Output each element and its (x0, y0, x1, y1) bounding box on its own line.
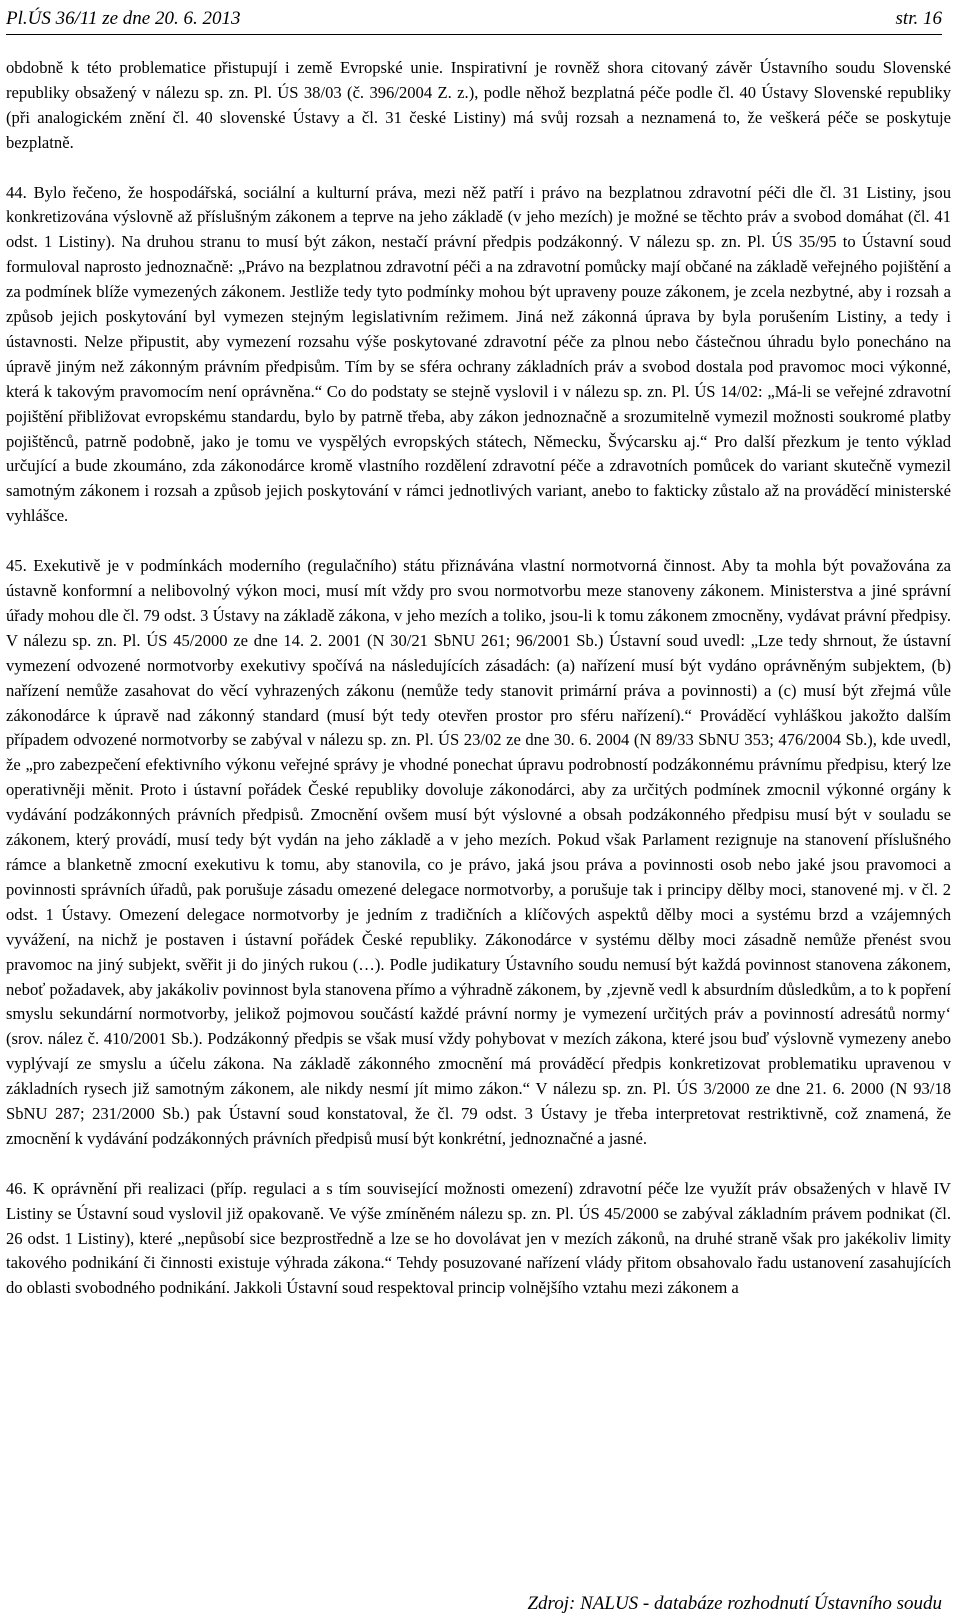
paragraph-46: 46. K oprávnění při realizaci (příp. regulaci a s tím související možnosti omezení) zdravotní péče lze využít práv obsažených v hlavě IV Listiny se Ústavní soud vyslovil již opakovaně. Ve výše zmíněném nálezu sp. zn. Pl. ÚS 45/2000 se zabýval základním právem podnikat (čl. 26 odst. 1 Listiny), které „nepůsobí sice bezprostředně a lze se ho dovolávat jen v mezích zákonů, na druhé straně však pro jakékoliv limity takového podnikání či činnosti existuje výhrada zákona.“ Tehdy posuzované nařízení vlády přitom obsahovalo řadu ustanovení zasahujících do oblasti svobodného podnikání. Jakkoli Ústavní soud respektoval princip volnějšího vztahu mezi zákonem a (6, 1178, 951, 1298)
page-header (6, 4, 942, 35)
document-body (6, 56, 951, 1326)
paragraph-45: 45. Exekutivě je v podmínkách moderního (regulačního) státu přiznávána vlastní normotvorná činnost. Aby ta mohla být považována za ústavně konformní a nelibovolný výkon moci, musí mít vždy pro svou normotvorbu meze stanoveny zákonem. Ministerstva a jiné správní úřady mohou dle čl. 79 odst. 3 Ústavy na základě zákona, v jeho mezích a toliko, jsou-li k tomu zákonem zmocněny, vydávat právní předpisy. V nálezu sp. zn. Pl. ÚS 45/2000 ze dne 14. 2. 2001 (N 30/21 SbNU 261; 96/2001 Sb.) Ústavní soud uvedl: „Lze tedy shrnout, že ústavní vymezení odvozené normotvorby exekutivy spočívá na následujících zásadách: (a) nařízení musí být vydáno oprávněným subjektem, (b) nařízení nemůže zasahovat do věcí vyhrazených zákonu (nemůže tedy stanovit primární práva a povinnosti) a (c) musí být zřejmá vůle zákonodárce k úpravě nad zákonný standard (musí být tedy otevřen prostor pro sféru nařízení).“ Prováděcí vyhláškou jakožto dalším případem odvozené normotvorby se zabýval v nálezu sp. zn. Pl. ÚS 23/02 ze dne 30. 6. 2004 (N 89/33 SbNU 353; 476/2004 Sb.), kde uvedl, že „pro zabezpečení efektivního výkonu veřejné správy je vhodné ponechat úpravu podrobností podzákonnému právnímu předpisu, který lze operativněji měnit. Proto i ústavní pořádek České republiky dovoluje zákonodárci, aby za určitých podmínek zmocnil výkonné orgány k vydávání podzákonných právních předpisů. Zmocnění ovšem musí být výslovné a obsah podzákonného předpisu musí být v souladu se zákonem, který provádí, musí tedy být vydán na jeho základě a v jeho mezích. Pokud však Parlament rezignuje na stanovení příslušného rámce a blanketně zmocní exekutivu k tomu, aby stanovila, co je právo, jaká jsou práva a povinnosti osob nebo jaké jsou pravomoci a povinnosti správních úřadů, pak porušuje zásadu omezené delegace normotvorby, a porušuje tak i principy dělby moci, stanovené mj. v čl. 2 odst. 1 Ústavy. Omezení delegace normotvorby je jedním z tradičních a klíčových aspektů dělby moci a systému brzd a vzájemných vyvážení, na nichž je postaven i ústavní pořádek České republiky. Zákonodárce v systému dělby moci zásadně nemůže přenést svou pravomoc na jiný subjekt, svěřit ji do jiných rukou (…). Podle judikatury Ústavního soudu nemusí být každá povinnost stanovena zákonem, neboť požadavek, aby jakákoliv povinnost byla stanovena přímo a výhradně zákonem, by ‚zjevně vedl k absurdním důsledkům, a to k popření smyslu sekundární normotvorby, jelikož pojmovou součástí každé právní normy je vymezení určitých práv a povinností adresátů normy‘ (srov. nález č. 410/2001 Sb.). Podzákonný předpis se však musí vždy pohybovat v mezích zákona, které jsou buď výslovně vymezeny anebo vyplývají ze smyslu a účelu zákona. Na základě zákonného zmocnění má prováděcí předpis konkretizovat problematiku upravenou v základních rysech již samotným zákonem, ale nikdy nesmí jít mimo zákon.“ V nálezu sp. zn. Pl. ÚS 3/2000 ze dne 21. 6. 2000 (N 93/18 SbNU 287; 231/2000 Sb.) pak Ústavní soud konstatoval, že čl. 79 odst. 3 Ústavy je třeba interpretovat restriktivně, což znamená, že zmocnění k vydávání podzákonných právních předpisů musí být konkrétní, jednoznačné a jasné. (6, 556, 951, 1148)
paragraph-continuation: obdobně k této problematice přistupují i země Evropské unie. Inspirativní je rovněž shora citovaný závěr Ústavního soudu Slovenské republiky obsažený v nálezu sp. zn. Pl. ÚS 38/03 (č. 396/2004 Z. z.), podle něhož bezplatná péče podle čl. 40 Ústavy Slovenské republiky (při analogickém znění čl. 40 slovenské Ústavy a čl. 31 české Listiny) má svůj rozsah a neznamená to, že veškerá péče se poskytuje bezplatně. (6, 58, 951, 152)
page-number: str. 16 (895, 8, 942, 29)
footer-source: Zdroj: NALUS - databáze rozhodnutí Ústavního soudu (527, 1593, 942, 1614)
page-footer (527, 1593, 942, 1615)
document-reference: Pl.ÚS 36/11 ze dne 20. 6. 2013 (6, 8, 241, 29)
paragraph-44: 44. Bylo řečeno, že hospodářská, sociální a kulturní práva, mezi něž patří i právo na bezplatnou zdravotní péči dle čl. 31 Listiny, jsou konkretizována výslovně až příslušným zákonem a teprve na jeho základě (v jeho mezích) je možné se těchto práv a svobod domáhat (čl. 41 odst. 1 Listiny). Na druhou stranu to musí být zákon, nestačí právní předpis podzákonný. V nálezu sp. zn. Pl. ÚS 35/95 to Ústavní soud formuloval naprosto jednoznačně: „Právo na bezplatnou zdravotní péči a na zdravotní pomůcky mají občané na základě veřejného pojištění a za podmínek blíže vymezených zákonem. Jestliže tedy tyto podmínky mohou být upraveny pouze zákonem, je zcela nezbytné, aby i rozsah a způsob jejich poskytování byl vymezen stejným legislativním režimem. Jiná než zákonná úprava by byla porušením Listiny, a tedy i ústavnosti. Nelze připustit, aby vymezení rozsahu výše poskytované zdravotní péče za plnou nebo částečnou úhradu bylo ponecháno na úpravě jiným než zákonným právním předpisům. Tím by se sféra ochrany základních práv a svobod dostala pod pravomoc moci výkonné, která k takovým pravomocím není oprávněna.“ Co do podstaty se stejně vyslovil i v nálezu sp. zn. Pl. ÚS 14/02: „Má-li se veřejné zdravotní pojištění přibližovat evropskému standardu, bylo by patrně třeba, aby zákon jednoznačně a srozumitelně vymezil možnosti soukromé platby pojištěnců, patrně podobně, jako je tomu ve vyspělých evropských státech, Německu, Švýcarsku aj.“ Pro další přezkum je tento výklad určující a bude zkoumáno, zda zákonodárce kromě vlastního rozdělení zdravotní péče a zdravotních pomůcek do variant skutečně vymezil samotným zákonem i rozsah a způsob jejich poskytování v rámci jednotlivých variant, anebo to fakticky zůstalo až na prováděcí ministerské vyhlášce. (6, 182, 951, 526)
